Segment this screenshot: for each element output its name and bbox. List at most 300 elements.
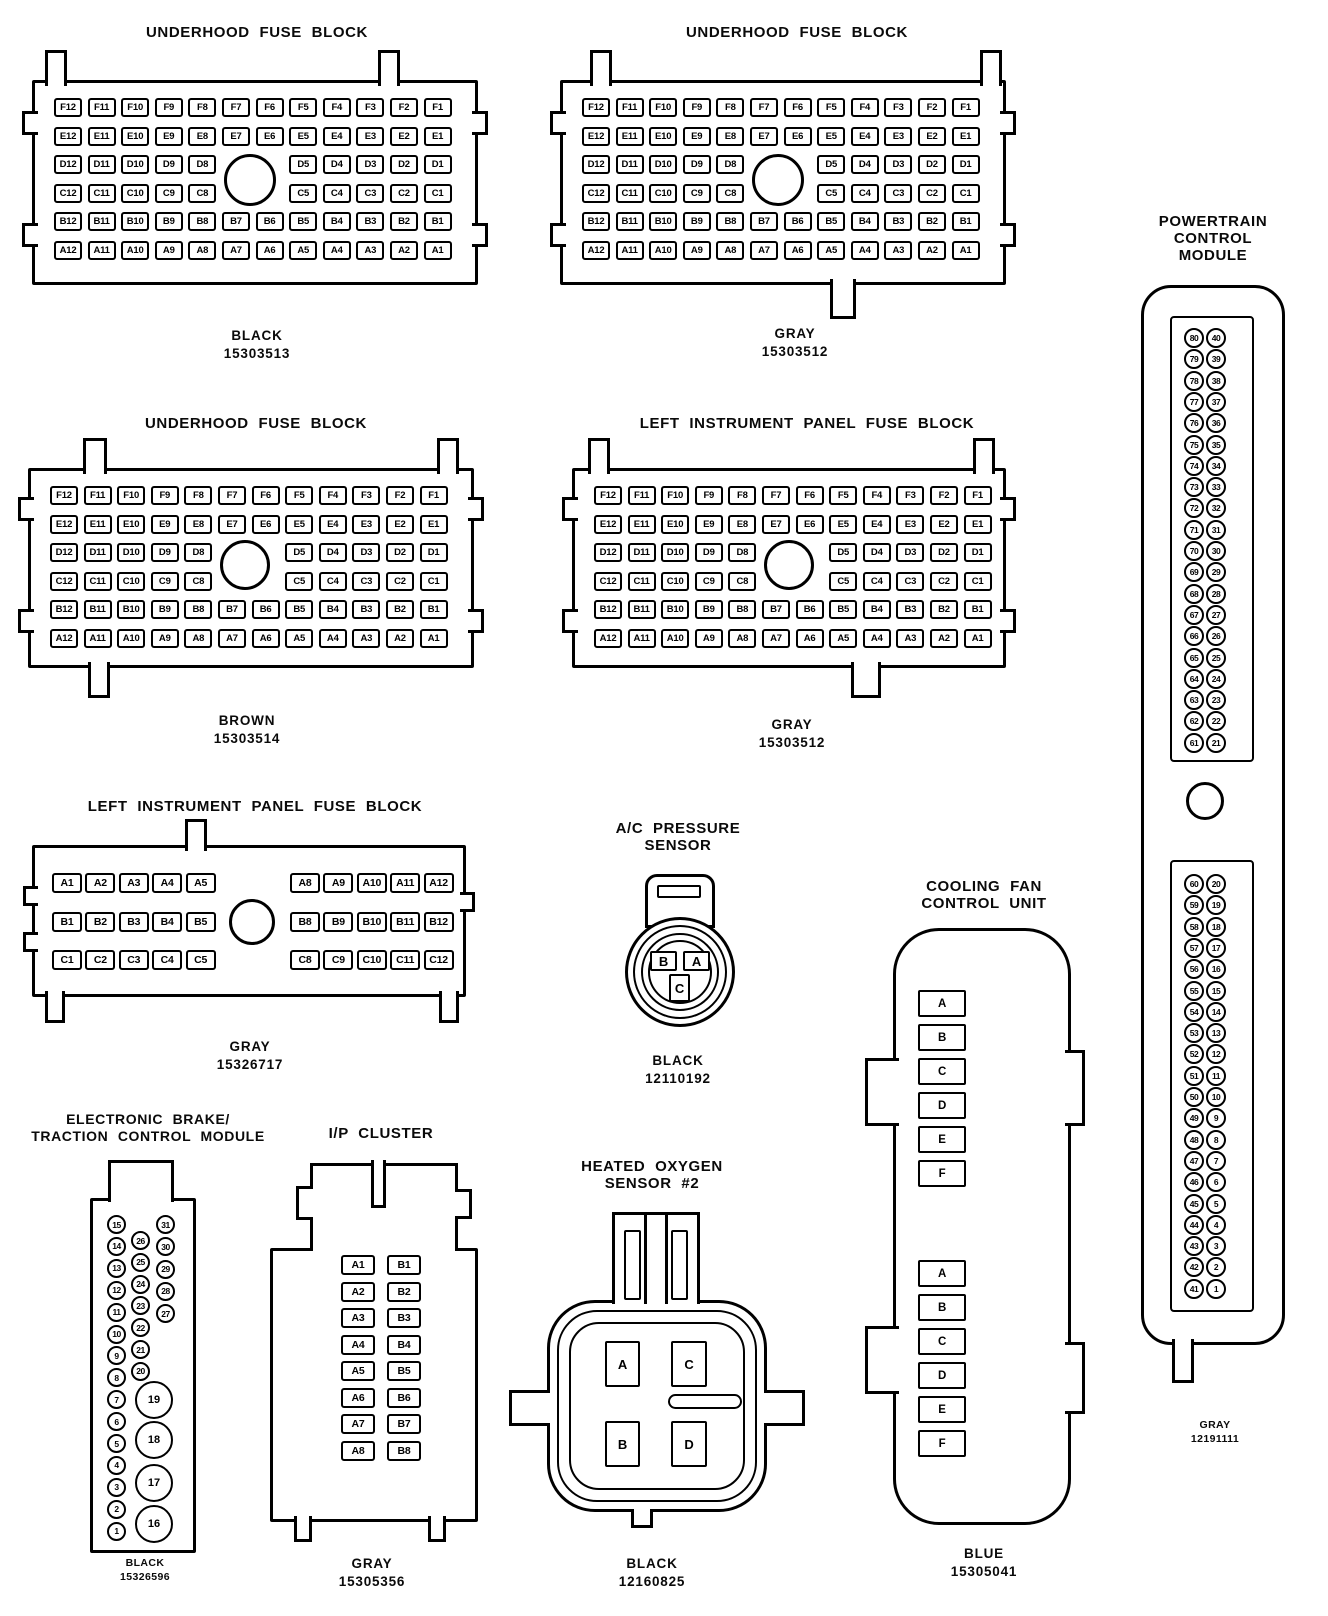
mounting-tab: [88, 662, 110, 698]
component-title: LEFT INSTRUMENT PANEL FUSE BLOCK: [87, 798, 423, 815]
fuse-cavity-B11: B11: [84, 600, 112, 619]
fuse-cavity-C11: C11: [628, 572, 656, 591]
ebtcm-pin-12: 12: [107, 1281, 126, 1300]
sensor-pin-C: C: [669, 974, 690, 1002]
connector-caption: [692, 716, 892, 751]
ebtcm-pin-26: 26: [131, 1231, 150, 1250]
ebtcm-pin-25: 25: [131, 1253, 150, 1272]
fuse-cavity-B4: B4: [323, 212, 351, 231]
fuse-cavity-A12: A12: [424, 873, 454, 893]
fuse-cavity-D5: D5: [829, 543, 857, 562]
cluster-terminal-A6: A6: [341, 1388, 375, 1408]
fuse-cavity-C9: C9: [695, 572, 723, 591]
fuse-cavity-B12: B12: [50, 600, 78, 619]
connector-caption: [1115, 1419, 1315, 1446]
fuse-cavity-F11: F11: [628, 486, 656, 505]
side-ear: [455, 1189, 472, 1219]
mounting-hole: [1186, 782, 1224, 820]
pcm-pin-55: 55: [1184, 981, 1204, 1001]
connector-outline: [32, 845, 466, 997]
mounting-tab: [437, 438, 459, 474]
fuse-cavity-E6: E6: [252, 515, 280, 534]
fuse-cavity-A9: A9: [151, 629, 179, 648]
fuse-cavity-B12: B12: [594, 600, 622, 619]
fuse-cavity-F1: F1: [420, 486, 448, 505]
fuse-cavity-C5: C5: [186, 950, 216, 970]
ebtcm-pin-30: 30: [156, 1237, 175, 1256]
fuse-cavity-C2: C2: [386, 572, 414, 591]
pcm-pin-23: 23: [1206, 690, 1226, 710]
fuse-cavity-F1: F1: [424, 98, 452, 117]
connector-part-number: 12110192: [645, 1070, 711, 1086]
pcm-pin-56: 56: [1184, 959, 1204, 979]
fuse-cavity-F3: F3: [352, 486, 380, 505]
fuse-cavity-F8: F8: [184, 486, 212, 505]
fuse-cavity-A9: A9: [155, 241, 183, 260]
fuse-cavity-E6: E6: [784, 127, 812, 146]
fuse-cavity-E4: E4: [319, 515, 347, 534]
fuse-cavity-F10: F10: [661, 486, 689, 505]
fuse-cavity-C10: C10: [121, 184, 149, 203]
pcm-pin-61: 61: [1184, 733, 1204, 753]
fuse-cavity-A6: A6: [784, 241, 812, 260]
fan-terminal-group2-E: E: [918, 1396, 966, 1423]
pcm-pin-32: 32: [1206, 498, 1226, 518]
connector-outline: [572, 468, 1006, 668]
mounting-tab: [45, 991, 65, 1023]
side-notch: [472, 111, 488, 135]
pcm-pin-19: 19: [1206, 895, 1226, 915]
fuse-cavity-B3: B3: [884, 212, 912, 231]
ebtcm-pin-13: 13: [107, 1259, 126, 1278]
fuse-cavity-D12: D12: [54, 155, 82, 174]
fuse-cavity-B3: B3: [352, 600, 380, 619]
side-notch: [468, 609, 484, 633]
fuse-cavity-B7: B7: [222, 212, 250, 231]
fuse-cavity-B4: B4: [851, 212, 879, 231]
connector-color: GRAY: [771, 717, 813, 732]
side-notch: [1000, 609, 1016, 633]
fuse-cavity-C9: C9: [155, 184, 183, 203]
fuse-cavity-C11: C11: [616, 184, 644, 203]
fuse-cavity-E12: E12: [50, 515, 78, 534]
fan-terminal-group2-B: B: [918, 1294, 966, 1321]
pcm-pin-43: 43: [1184, 1236, 1204, 1256]
pcm-pin-44: 44: [1184, 1215, 1204, 1235]
fuse-cavity-D9: D9: [155, 155, 183, 174]
side-notch: [1000, 497, 1016, 521]
fuse-cavity-E8: E8: [716, 127, 744, 146]
pcm-pin-4: 4: [1206, 1215, 1226, 1235]
fan-terminal-group2-A: A: [918, 1260, 966, 1287]
key-rib: [624, 1230, 641, 1300]
ebtcm-pin-22: 22: [131, 1318, 150, 1337]
fuse-cavity-B2: B2: [918, 212, 946, 231]
pcm-pin-22: 22: [1206, 711, 1226, 731]
fuse-cavity-E5: E5: [285, 515, 313, 534]
fuse-cavity-D3: D3: [352, 543, 380, 562]
side-notch: [22, 223, 38, 247]
pcm-pin-74: 74: [1184, 456, 1204, 476]
fuse-cavity-D1: D1: [424, 155, 452, 174]
fuse-cavity-F4: F4: [319, 486, 347, 505]
fuse-cavity-D11: D11: [628, 543, 656, 562]
fuse-cavity-D3: D3: [896, 543, 924, 562]
fuse-cavity-B7: B7: [218, 600, 246, 619]
fuse-cavity-F2: F2: [918, 98, 946, 117]
side-tab: [865, 1058, 899, 1126]
fuse-cavity-A5: A5: [285, 629, 313, 648]
fuse-cavity-A10: A10: [117, 629, 145, 648]
side-notch: [468, 497, 484, 521]
fuse-cavity-F4: F4: [863, 486, 891, 505]
fuse-cavity-B3: B3: [119, 912, 149, 932]
fan-terminal-group2-F: F: [918, 1430, 966, 1457]
fuse-cavity-C9: C9: [683, 184, 711, 203]
fuse-cavity-D12: D12: [582, 155, 610, 174]
fuse-cavity-A8: A8: [184, 629, 212, 648]
fuse-cavity-D8: D8: [716, 155, 744, 174]
pcm-pin-36: 36: [1206, 413, 1226, 433]
title-line: SENSOR #2: [604, 1175, 700, 1192]
fuse-cavity-A1: A1: [424, 241, 452, 260]
fuse-cavity-B8: B8: [290, 912, 320, 932]
title-line: TRACTION CONTROL MODULE: [31, 1128, 265, 1144]
connector-color: BLACK: [652, 1053, 704, 1068]
fuse-cavity-F10: F10: [649, 98, 677, 117]
ebtcm-pin-9: 9: [107, 1346, 126, 1365]
fuse-cavity-F9: F9: [683, 98, 711, 117]
pcm-pin-67: 67: [1184, 605, 1204, 625]
mounting-tab: [830, 279, 856, 319]
ebtcm-pin-4: 4: [107, 1456, 126, 1475]
fuse-cavity-B6: B6: [784, 212, 812, 231]
fuse-cavity-C4: C4: [863, 572, 891, 591]
connector-part-number: 15303512: [761, 343, 829, 359]
fuse-cavity-D3: D3: [884, 155, 912, 174]
fuse-cavity-F5: F5: [285, 486, 313, 505]
fuse-cavity-B5: B5: [829, 600, 857, 619]
pcm-pin-49: 49: [1184, 1108, 1204, 1128]
sensor-pin-B: B: [605, 1421, 640, 1467]
cluster-terminal-A7: A7: [341, 1414, 375, 1434]
ebtcm-pin-8: 8: [107, 1368, 126, 1387]
fuse-cavity-E8: E8: [188, 127, 216, 146]
pcm-pin-1: 1: [1206, 1279, 1226, 1299]
cluster-terminal-A4: A4: [341, 1335, 375, 1355]
fuse-cavity-E2: E2: [930, 515, 958, 534]
ebtcm-pin-16: 16: [135, 1505, 173, 1543]
side-tab: [764, 1390, 805, 1426]
pcm-pin-38: 38: [1206, 371, 1226, 391]
ebtcm-pin-24: 24: [131, 1275, 150, 1294]
pcm-pin-24: 24: [1206, 669, 1226, 689]
fuse-cavity-A5: A5: [817, 241, 845, 260]
mounting-tab: [185, 819, 207, 851]
pcm-pin-76: 76: [1184, 413, 1204, 433]
fuse-cavity-F12: F12: [594, 486, 622, 505]
ebtcm-pin-31: 31: [156, 1215, 175, 1234]
fuse-cavity-F1: F1: [964, 486, 992, 505]
pcm-pin-34: 34: [1206, 456, 1226, 476]
fuse-cavity-F2: F2: [386, 486, 414, 505]
fuse-cavity-D2: D2: [390, 155, 418, 174]
pcm-pin-28: 28: [1206, 584, 1226, 604]
connector-caption: [578, 1052, 778, 1087]
ebtcm-pin-5: 5: [107, 1434, 126, 1453]
fuse-cavity-B12: B12: [54, 212, 82, 231]
fuse-cavity-A2: A2: [930, 629, 958, 648]
fuse-cavity-E10: E10: [661, 515, 689, 534]
fuse-cavity-E4: E4: [323, 127, 351, 146]
fuse-cavity-C4: C4: [152, 950, 182, 970]
cluster-terminal-B8: B8: [387, 1441, 421, 1461]
fuse-cavity-A10: A10: [121, 241, 149, 260]
fuse-cavity-F4: F4: [851, 98, 879, 117]
fuse-cavity-D8: D8: [728, 543, 756, 562]
fuse-cavity-D1: D1: [952, 155, 980, 174]
fuse-cavity-D12: D12: [50, 543, 78, 562]
fuse-cavity-A2: A2: [386, 629, 414, 648]
fuse-cavity-A11: A11: [616, 241, 644, 260]
component-title: [1128, 213, 1298, 264]
pcm-pin-71: 71: [1184, 520, 1204, 540]
side-ear: [296, 1186, 313, 1220]
fuse-cavity-A8: A8: [716, 241, 744, 260]
connector-outline: [893, 928, 1071, 1525]
fuse-cavity-F9: F9: [155, 98, 183, 117]
fuse-cavity-E12: E12: [582, 127, 610, 146]
fuse-cavity-A11: A11: [628, 629, 656, 648]
fuse-cavity-C5: C5: [289, 184, 317, 203]
sensor-pin-A: A: [605, 1341, 640, 1387]
side-notch: [23, 886, 38, 906]
cluster-terminal-A2: A2: [341, 1282, 375, 1302]
fuse-cavity-D2: D2: [386, 543, 414, 562]
pcm-pin-18: 18: [1206, 917, 1226, 937]
mounting-hole: [764, 540, 814, 590]
ebtcm-pin-28: 28: [156, 1282, 175, 1301]
cluster-terminal-B6: B6: [387, 1388, 421, 1408]
fuse-cavity-B10: B10: [357, 912, 387, 932]
fuse-cavity-A8: A8: [188, 241, 216, 260]
mounting-tab: [980, 50, 1002, 86]
fuse-cavity-A4: A4: [152, 873, 182, 893]
fuse-cavity-F5: F5: [817, 98, 845, 117]
mounting-tab: [108, 1160, 174, 1202]
fuse-cavity-F4: F4: [323, 98, 351, 117]
fuse-cavity-C11: C11: [84, 572, 112, 591]
pcm-pin-79: 79: [1184, 349, 1204, 369]
fuse-cavity-F5: F5: [289, 98, 317, 117]
fuse-cavity-F7: F7: [218, 486, 246, 505]
fuse-cavity-F9: F9: [151, 486, 179, 505]
key-slot: [657, 885, 701, 898]
fuse-cavity-C2: C2: [390, 184, 418, 203]
fuse-cavity-F6: F6: [796, 486, 824, 505]
ebtcm-pin-15: 15: [107, 1215, 126, 1234]
fuse-cavity-B1: B1: [52, 912, 82, 932]
ebtcm-pin-3: 3: [107, 1478, 126, 1497]
fuse-cavity-A10: A10: [357, 873, 387, 893]
fuse-cavity-E7: E7: [222, 127, 250, 146]
key-rib: [671, 1230, 688, 1300]
sensor-pin-D: D: [671, 1421, 707, 1467]
fuse-cavity-F3: F3: [896, 486, 924, 505]
fuse-cavity-D8: D8: [188, 155, 216, 174]
ebtcm-pin-10: 10: [107, 1325, 126, 1344]
fuse-cavity-D5: D5: [817, 155, 845, 174]
pcm-pin-73: 73: [1184, 477, 1204, 497]
fuse-cavity-C2: C2: [930, 572, 958, 591]
component-title: [889, 878, 1079, 912]
pcm-pin-20: 20: [1206, 874, 1226, 894]
pcm-pin-68: 68: [1184, 584, 1204, 604]
fuse-cavity-E10: E10: [121, 127, 149, 146]
fuse-cavity-D5: D5: [285, 543, 313, 562]
fuse-cavity-F12: F12: [50, 486, 78, 505]
fuse-cavity-A2: A2: [390, 241, 418, 260]
fuse-cavity-F8: F8: [728, 486, 756, 505]
fuse-cavity-F6: F6: [784, 98, 812, 117]
fuse-cavity-D10: D10: [117, 543, 145, 562]
fuse-cavity-E3: E3: [352, 515, 380, 534]
connector-caption: [147, 712, 347, 747]
fuse-cavity-A3: A3: [884, 241, 912, 260]
fuse-cavity-C8: C8: [184, 572, 212, 591]
pcm-pin-25: 25: [1206, 648, 1226, 668]
fuse-cavity-F8: F8: [716, 98, 744, 117]
fuse-cavity-E8: E8: [184, 515, 212, 534]
connector-color: GRAY: [1199, 1419, 1231, 1431]
fuse-cavity-C12: C12: [424, 950, 454, 970]
fuse-cavity-B12: B12: [424, 912, 454, 932]
fuse-cavity-B5: B5: [285, 600, 313, 619]
pcm-pin-80: 80: [1184, 328, 1204, 348]
side-notch: [550, 223, 566, 247]
fuse-cavity-B11: B11: [390, 912, 420, 932]
ebtcm-pin-19: 19: [135, 1381, 173, 1419]
fuse-cavity-A3: A3: [352, 629, 380, 648]
mounting-tab: [45, 50, 67, 86]
fuse-cavity-B1: B1: [952, 212, 980, 231]
mounting-tab: [851, 662, 881, 698]
fuse-cavity-C5: C5: [285, 572, 313, 591]
connector-outline: [560, 80, 1006, 285]
pcm-pin-48: 48: [1184, 1130, 1204, 1150]
fuse-cavity-F3: F3: [356, 98, 384, 117]
bottom-tab: [631, 1509, 653, 1528]
fuse-cavity-E11: E11: [628, 515, 656, 534]
component-title: UNDERHOOD FUSE BLOCK: [145, 24, 368, 41]
fuse-cavity-A10: A10: [649, 241, 677, 260]
fuse-cavity-D10: D10: [649, 155, 677, 174]
title-line: SENSOR: [644, 837, 712, 854]
fuse-cavity-B10: B10: [117, 600, 145, 619]
fuse-cavity-E2: E2: [386, 515, 414, 534]
fuse-cavity-C10: C10: [357, 950, 387, 970]
mounting-tab: [973, 438, 995, 474]
fuse-cavity-C8: C8: [290, 950, 320, 970]
fuse-cavity-E2: E2: [918, 127, 946, 146]
cluster-terminal-B2: B2: [387, 1282, 421, 1302]
fuse-cavity-C1: C1: [424, 184, 452, 203]
fuse-cavity-D4: D4: [863, 543, 891, 562]
pcm-pin-45: 45: [1184, 1194, 1204, 1214]
pcm-pin-41: 41: [1184, 1279, 1204, 1299]
fuse-cavity-C8: C8: [728, 572, 756, 591]
side-notch: [18, 497, 34, 521]
fuse-cavity-A7: A7: [222, 241, 250, 260]
fuse-cavity-C3: C3: [352, 572, 380, 591]
fuse-cavity-B1: B1: [964, 600, 992, 619]
fuse-cavity-F3: F3: [884, 98, 912, 117]
component-title: LEFT INSTRUMENT PANEL FUSE BLOCK: [639, 415, 975, 432]
fuse-cavity-E6: E6: [796, 515, 824, 534]
pcm-pin-5: 5: [1206, 1194, 1226, 1214]
fuse-cavity-E8: E8: [728, 515, 756, 534]
fuse-cavity-C11: C11: [390, 950, 420, 970]
side-notch: [22, 111, 38, 135]
cluster-terminal-A3: A3: [341, 1308, 375, 1328]
pcm-pin-9: 9: [1206, 1108, 1226, 1128]
pcm-pin-63: 63: [1184, 690, 1204, 710]
fuse-cavity-D1: D1: [420, 543, 448, 562]
fan-terminal-group1-E: E: [918, 1126, 966, 1153]
fuse-cavity-B9: B9: [683, 212, 711, 231]
fuse-cavity-A6: A6: [252, 629, 280, 648]
fuse-cavity-F2: F2: [390, 98, 418, 117]
fuse-cavity-F10: F10: [121, 98, 149, 117]
fuse-cavity-E1: E1: [952, 127, 980, 146]
fuse-cavity-B2: B2: [386, 600, 414, 619]
fuse-cavity-E4: E4: [851, 127, 879, 146]
ebtcm-pin-20: 20: [131, 1362, 150, 1381]
pcm-pin-14: 14: [1206, 1002, 1226, 1022]
pcm-pin-52: 52: [1184, 1044, 1204, 1064]
ebtcm-pin-23: 23: [131, 1296, 150, 1315]
pcm-lower-pin-field: [1170, 860, 1254, 1312]
fuse-cavity-C2: C2: [918, 184, 946, 203]
connector-part-number: 15305041: [950, 1563, 1018, 1579]
fuse-cavity-A12: A12: [54, 241, 82, 260]
fuse-cavity-E9: E9: [155, 127, 183, 146]
fuse-cavity-A5: A5: [829, 629, 857, 648]
fuse-cavity-B8: B8: [184, 600, 212, 619]
fuse-cavity-B8: B8: [728, 600, 756, 619]
fuse-cavity-A2: A2: [918, 241, 946, 260]
fuse-cavity-B11: B11: [628, 600, 656, 619]
pcm-pin-78: 78: [1184, 371, 1204, 391]
fuse-cavity-C12: C12: [50, 572, 78, 591]
fuse-cavity-E1: E1: [420, 515, 448, 534]
side-notch: [1000, 223, 1016, 247]
mounting-foot: [294, 1516, 312, 1542]
connector-color: GRAY: [229, 1039, 271, 1054]
fuse-cavity-B6: B6: [796, 600, 824, 619]
fuse-cavity-B2: B2: [85, 912, 115, 932]
title-line: A/C PRESSURE: [615, 820, 741, 837]
fan-terminal-group1-F: F: [918, 1160, 966, 1187]
cluster-terminal-B7: B7: [387, 1414, 421, 1434]
pcm-pin-53: 53: [1184, 1023, 1204, 1043]
sensor-pin-C: C: [671, 1341, 707, 1387]
side-tab: [1065, 1342, 1085, 1414]
fuse-cavity-A7: A7: [218, 629, 246, 648]
fuse-cavity-B9: B9: [695, 600, 723, 619]
fuse-cavity-D9: D9: [151, 543, 179, 562]
fuse-cavity-C3: C3: [356, 184, 384, 203]
